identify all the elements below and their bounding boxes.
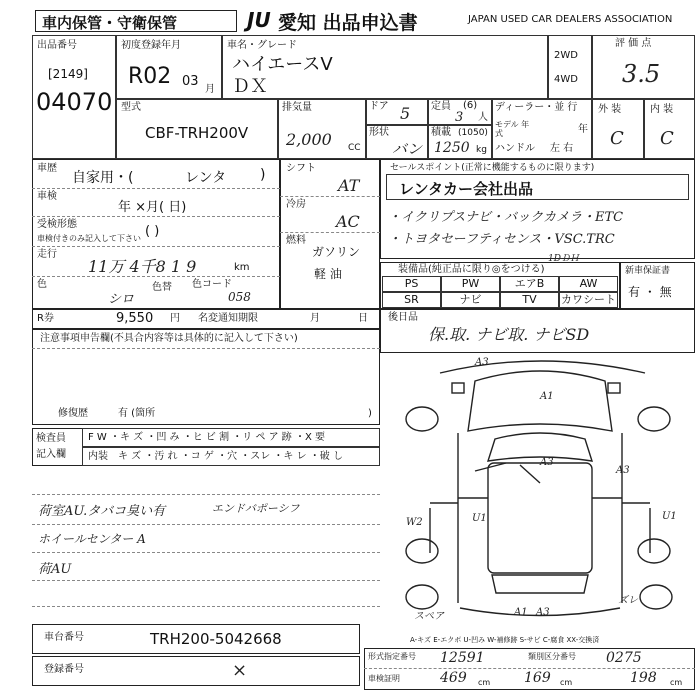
door-value: 5 — [400, 104, 411, 123]
shift-label: シフト — [286, 163, 316, 174]
reg-month-unit: 月 — [205, 84, 215, 95]
repair-close: ) — [368, 408, 372, 419]
lot-small: [2149] — [48, 67, 88, 81]
exterior-grade: C — [610, 128, 624, 149]
diagram-roof — [488, 463, 592, 573]
accessories-value: 保.取. ナビ取. ナビSD — [428, 325, 590, 344]
load-label: 積載 — [431, 127, 451, 138]
inspector-label-1: 検査員 — [36, 433, 66, 444]
diagram-wheel-fr — [638, 407, 670, 431]
recv-value: ( ) — [145, 224, 160, 239]
notice-label: 名変通知期限 — [198, 313, 258, 324]
damage-legend: A-キズ E-エクボ U-凹み W-補修跡 S-サビ C-腐食 XX-交換済 — [410, 636, 600, 644]
recv-label: 受検形態 — [37, 219, 77, 230]
fw-row: F W ・キ ズ ・凹 み ・ヒ ビ 割 ・リ ペ ア 跡 ・X 要 — [88, 432, 325, 443]
tax-label: R券 — [37, 313, 54, 324]
reg-year: R02 — [128, 64, 172, 89]
sales-note: 1DＤＨ — [548, 254, 579, 264]
model-label: 型式 — [121, 102, 141, 113]
cap-unit: 人 — [478, 112, 488, 123]
mark-w2: W2 — [406, 517, 423, 528]
notice-month: 月 — [310, 313, 320, 324]
disp-label: 排気量 — [282, 102, 312, 113]
fuel-gas: ガソリン — [312, 245, 361, 259]
mark-a1-hood: A1 — [540, 391, 554, 402]
sales-title: レンタカー会社出品 — [399, 180, 534, 198]
mileage-label: 走行 — [37, 249, 57, 260]
disp-unit: CC — [348, 143, 361, 153]
mark-a3-roof: A3 — [540, 457, 554, 468]
registration-label: 登録番号 — [44, 664, 84, 675]
score-value: 3.5 — [622, 60, 661, 88]
cap-label: 定員 — [431, 101, 451, 112]
length-unit: cm — [478, 678, 491, 687]
disp-value: 2,000 — [286, 130, 332, 149]
diagram-wheel-rl — [406, 539, 438, 563]
cap-value: 3 — [455, 110, 464, 125]
type-label: 車歴 — [37, 163, 57, 174]
equipment-item: PW — [441, 276, 500, 292]
mark-u1-right: U1 — [662, 511, 677, 522]
cap-top: (6) — [463, 100, 478, 111]
repaint-label: 色替 — [152, 282, 172, 293]
interior-row: キ ズ ・汚 れ ・コ ゲ ・穴 ・スレ ・キ レ ・破 し — [118, 451, 343, 462]
diagram-mirror-right — [608, 383, 620, 393]
type-close: ) — [260, 167, 266, 183]
remark-3: ホイールセンター A — [38, 532, 146, 546]
diagram-wheel-fl — [406, 407, 438, 431]
tax-value: 9,550 — [116, 311, 154, 326]
color-code-value: 058 — [228, 290, 251, 304]
repair-label: 修復歴 — [58, 408, 88, 419]
inspection-label: 車検 — [37, 191, 57, 202]
type-value: 自家用・( — [72, 170, 134, 186]
model-num-label: 形式指定番号 — [368, 652, 416, 661]
notice-day: 日 — [358, 313, 368, 324]
diagram-rear-glass — [492, 575, 588, 593]
remark-1: 荷室AU.タバコ臭い有 — [38, 504, 166, 519]
width-unit: cm — [560, 678, 573, 687]
mileage-value: 11万 4千8 1 9 — [88, 257, 197, 276]
model-code: CBF-TRH200V — [145, 124, 249, 142]
lot-label: 出品番号 — [37, 40, 77, 51]
diagram-spare-left — [406, 585, 438, 609]
reg-month: 03 — [182, 74, 199, 89]
mark-a1-rear: A1 — [514, 607, 528, 618]
drive-4wd: 4WD — [554, 74, 578, 85]
equipment-item: カワシート — [561, 293, 616, 306]
load-unit: kg — [476, 145, 487, 155]
model-num-value: 12591 — [440, 650, 485, 666]
accessories-label: 後日品 — [388, 312, 418, 323]
chassis-label: 車台番号 — [44, 632, 84, 643]
height-unit: cm — [670, 678, 683, 687]
form-title: 愛知 出品申込書 — [278, 12, 418, 34]
chassis-number: TRH200-5042668 — [150, 630, 282, 648]
drive-cell — [548, 35, 592, 99]
reg-label: 初度登録年月 — [121, 40, 181, 51]
equipment-grid — [382, 276, 618, 308]
repair-value: 有 (箇所 — [118, 408, 156, 419]
equipment-item: エアB — [500, 276, 559, 292]
score-label: 評 価 点 — [615, 38, 652, 49]
color-code-label: 色コード — [192, 279, 232, 290]
mid-section — [280, 159, 380, 309]
mark-spare: スペア — [414, 611, 444, 622]
ac-label: 冷房 — [286, 199, 306, 210]
car-name: ハイエースV — [232, 54, 333, 75]
tax-unit: 円 — [170, 313, 180, 324]
class-value: 0275 — [606, 650, 642, 666]
interior-grade: C — [660, 128, 674, 149]
mark-a3-rear: A3 — [536, 607, 550, 618]
mark-zure: ズレ — [618, 595, 638, 606]
exterior-label: 外 装 — [598, 104, 622, 115]
inspection-value: 年 ×月( 日) — [118, 200, 187, 215]
association-name: JAPAN USED CAR DEALERS ASSOCIATION — [468, 14, 673, 25]
mark-u1-left: U1 — [472, 513, 487, 524]
equipment-item: AW — [559, 276, 618, 292]
length-value: 469 — [440, 670, 467, 686]
equipment-item: PS — [382, 276, 441, 292]
shape-value: バン — [392, 140, 423, 158]
color-value: シロ — [108, 292, 135, 307]
model-year-unit: 年 — [578, 124, 588, 135]
mark-a3-top: A3 — [475, 357, 489, 368]
diagram-mirror-left — [452, 383, 464, 393]
notes-label: 注意事項申告欄(不具合内容等は具体的に記入して下さい) — [40, 333, 298, 344]
sales-line2: ・トヨタセーフティセンス・VSC.TRC — [388, 232, 615, 247]
shape-label: 形状 — [369, 127, 389, 138]
ju-logo: JU — [247, 8, 271, 32]
mark-a3-right: A3 — [616, 465, 630, 476]
storage-stamp — [35, 10, 237, 32]
shift-value: AT — [338, 176, 360, 195]
dealer-label: ディーラー・並 行 — [495, 102, 578, 113]
equipment-item: SR — [382, 292, 441, 308]
sales-label: セールスポイント(正常に機能するものに限ります) — [390, 163, 595, 173]
diagram-spare-right — [640, 585, 672, 609]
load-value: 1250 — [434, 140, 470, 156]
interior-label: 内 装 — [650, 104, 674, 115]
fuel-oil: 軽 油 — [314, 267, 342, 281]
car-grade: ＤＸ — [232, 76, 268, 97]
height-value: 198 — [630, 670, 657, 686]
type-rental: レンタ — [185, 170, 227, 186]
drive-2wd: 2WD — [554, 50, 578, 61]
inspector-label-2: 記入欄 — [36, 449, 66, 460]
fuel-label: 燃料 — [286, 235, 306, 246]
model-year-label: モデル 年式 — [495, 120, 530, 138]
sales-title-box — [386, 174, 689, 200]
damage-diagram — [380, 353, 695, 643]
width-value: 169 — [524, 670, 551, 686]
storage-stamp-text: 車内保管・守衛保管 — [42, 14, 178, 32]
sales-line1: ・イクリプスナビ・バックカメラ・ETC — [388, 210, 624, 225]
mileage-unit: km — [234, 262, 250, 273]
handle-label: ハンドル — [495, 143, 535, 154]
recv-note: 車検付きのみ記入して下さい — [37, 234, 141, 243]
handle-value: 左 右 — [550, 143, 574, 154]
door-label: ドア — [369, 101, 389, 112]
length-label: 車検証明 — [368, 674, 400, 683]
warranty-label: 新車保証書 — [625, 266, 671, 276]
interior-row-label: 内装 — [88, 451, 108, 462]
remark-2: エンドバポーシフ — [212, 502, 300, 515]
warranty-value: 有 ・ 無 — [628, 285, 672, 299]
remark-4: 荷AU — [38, 562, 72, 577]
diagram-wheel-rr — [638, 539, 670, 563]
equipment-label: 装備品(純正品に限り◎をつける) — [398, 264, 545, 275]
color-label: 色 — [37, 279, 47, 290]
class-label: 類別区分番号 — [528, 652, 576, 661]
lot-number: 04070 — [36, 88, 113, 116]
load-top: (1050) — [458, 128, 488, 138]
equipment-item: ナビ — [441, 292, 500, 308]
ac-value: AC — [336, 212, 360, 231]
name-label: 車名・グレード — [227, 40, 297, 51]
equipment-item: TV — [500, 292, 559, 308]
registration-value: × — [232, 660, 248, 681]
